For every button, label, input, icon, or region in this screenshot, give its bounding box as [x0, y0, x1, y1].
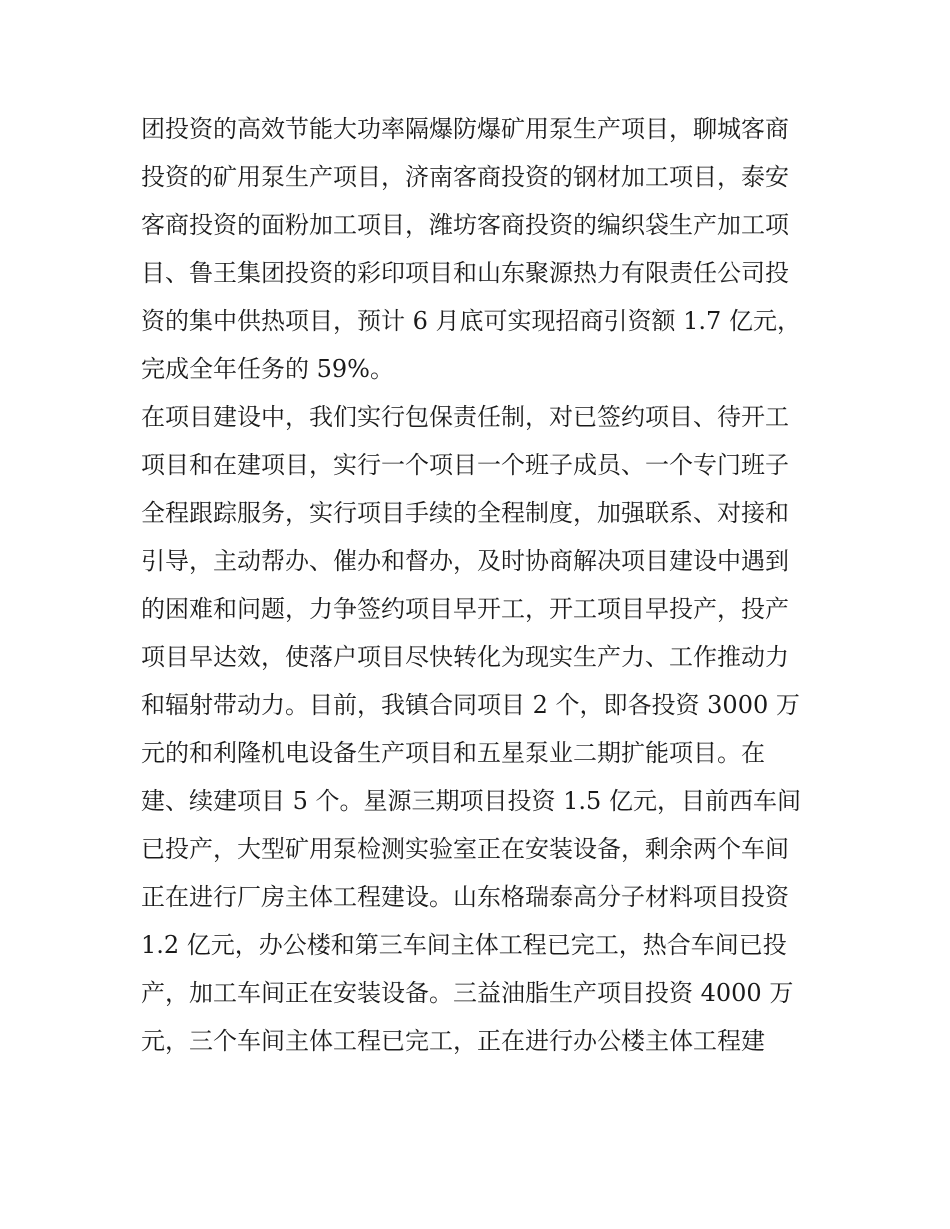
text-line: 团投资的高效节能大功率隔爆防爆矿用泵生产项目，聊城客商 [141, 115, 789, 143]
text-line: 元，三个车间主体工程已完工，正在进行办公楼主体工程建 [141, 1027, 765, 1055]
text-line: 项目早达效，使落户项目尽快转化为现实生产力、工作推动力 [141, 643, 789, 671]
text-line: 建、续建项目 5 个。星源三期项目投资 1.5 亿元，目前西车间 [141, 787, 801, 815]
text-line: 项目和在建项目，实行一个项目一个班子成员、一个专门班子 [141, 451, 789, 479]
text-line: 元的和利隆机电设备生产项目和五星泵业二期扩能项目。在 [141, 739, 765, 767]
text-line: 1.2 亿元，办公楼和第三车间主体工程已完工，热合车间已投 [141, 931, 787, 959]
text-line: 正在进行厂房主体工程建设。山东格瑞泰高分子材料项目投资 [141, 883, 789, 911]
text-line: 全程跟踪服务，实行项目手续的全程制度，加强联系、对接和 [141, 499, 789, 527]
text-line: 目、鲁王集团投资的彩印项目和山东聚源热力有限责任公司投 [141, 259, 789, 287]
text-line: 引导，主动帮办、催办和督办，及时协商解决项目建设中遇到 [141, 547, 789, 575]
text-line: 客商投资的面粉加工项目，潍坊客商投资的编织袋生产加工项 [141, 211, 789, 239]
body-text [141, 105, 821, 1065]
paragraph-1 [141, 105, 821, 393]
text-line: 在项目建设中，我们实行包保责任制，对已签约项目、待开工 [141, 403, 789, 431]
text-line: 资的集中供热项目，预计 6 月底可实现招商引资额 1.7 亿元， [141, 307, 801, 335]
paragraph-2 [141, 393, 821, 1065]
text-line: 投资的矿用泵生产项目，济南客商投资的钢材加工项目，泰安 [141, 163, 789, 191]
text-line: 已投产，大型矿用泵检测实验室正在安装设备，剩余两个车间 [141, 835, 789, 863]
text-line: 和辐射带动力。目前，我镇合同项目 2 个，即各投资 3000 万 [141, 691, 800, 719]
text-line: 完成全年任务的 59%。 [141, 355, 394, 383]
text-line: 的困难和问题，力争签约项目早开工，开工项目早投产，投产 [141, 595, 789, 623]
text-line: 产，加工车间正在安装设备。三益油脂生产项目投资 4000 万 [141, 979, 794, 1007]
